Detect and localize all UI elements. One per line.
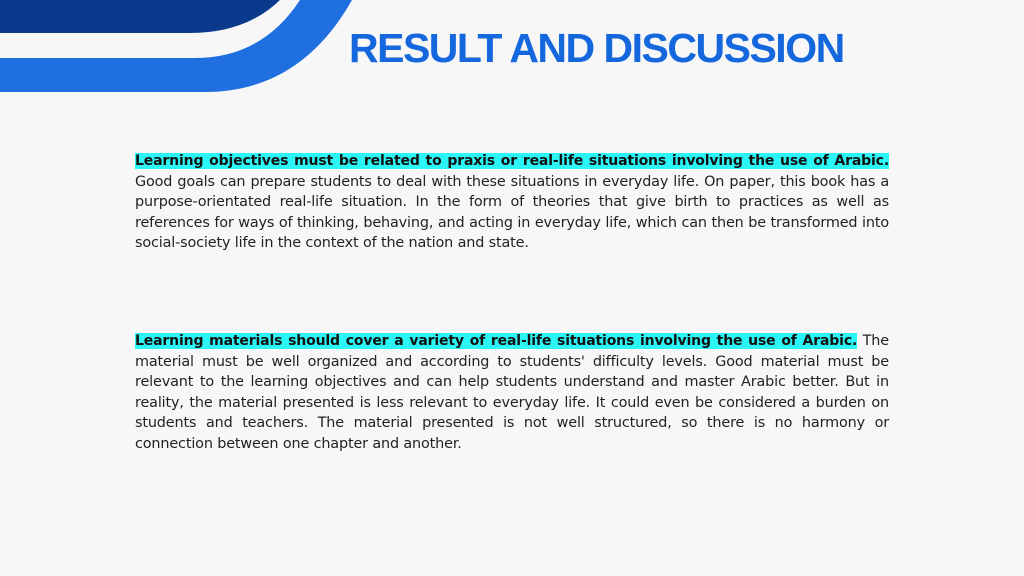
paragraph-materials-highlight: Learning materials should cover a variety of real-life situations involving the use of Arabic. (135, 333, 858, 349)
paragraph-materials (135, 331, 889, 455)
paragraph-objectives-highlight: Learning objectives must be related to praxis or real-life situations involving the use of Arabic. (135, 153, 889, 169)
page-title: RESULT AND DISCUSSION (349, 25, 844, 71)
corner-decoration (0, 0, 370, 100)
paragraph-objectives (135, 151, 889, 254)
paragraph-objectives-body: Good goals can prepare students to deal with these situations in everyday life. On paper, this book has a purpose-orientated real-life situation. In the form of theories that give birth to practices as well as references for ways of thinking, behaving, and acting in everyday life, which can then be transformed into social-society life in the context of the nation and state. (135, 173, 889, 252)
paragraph-materials-body: The material must be well organized and according to students' difficulty levels. Good material must be relevant to the learning objectives and can help students understand and master Arabic better. But in reality, the material presented is less relevant to everyday life. It could even be considered a burden on students and teachers. The material presented is not well structured, so there is no harmony or connection between one chapter and another. (135, 333, 889, 452)
